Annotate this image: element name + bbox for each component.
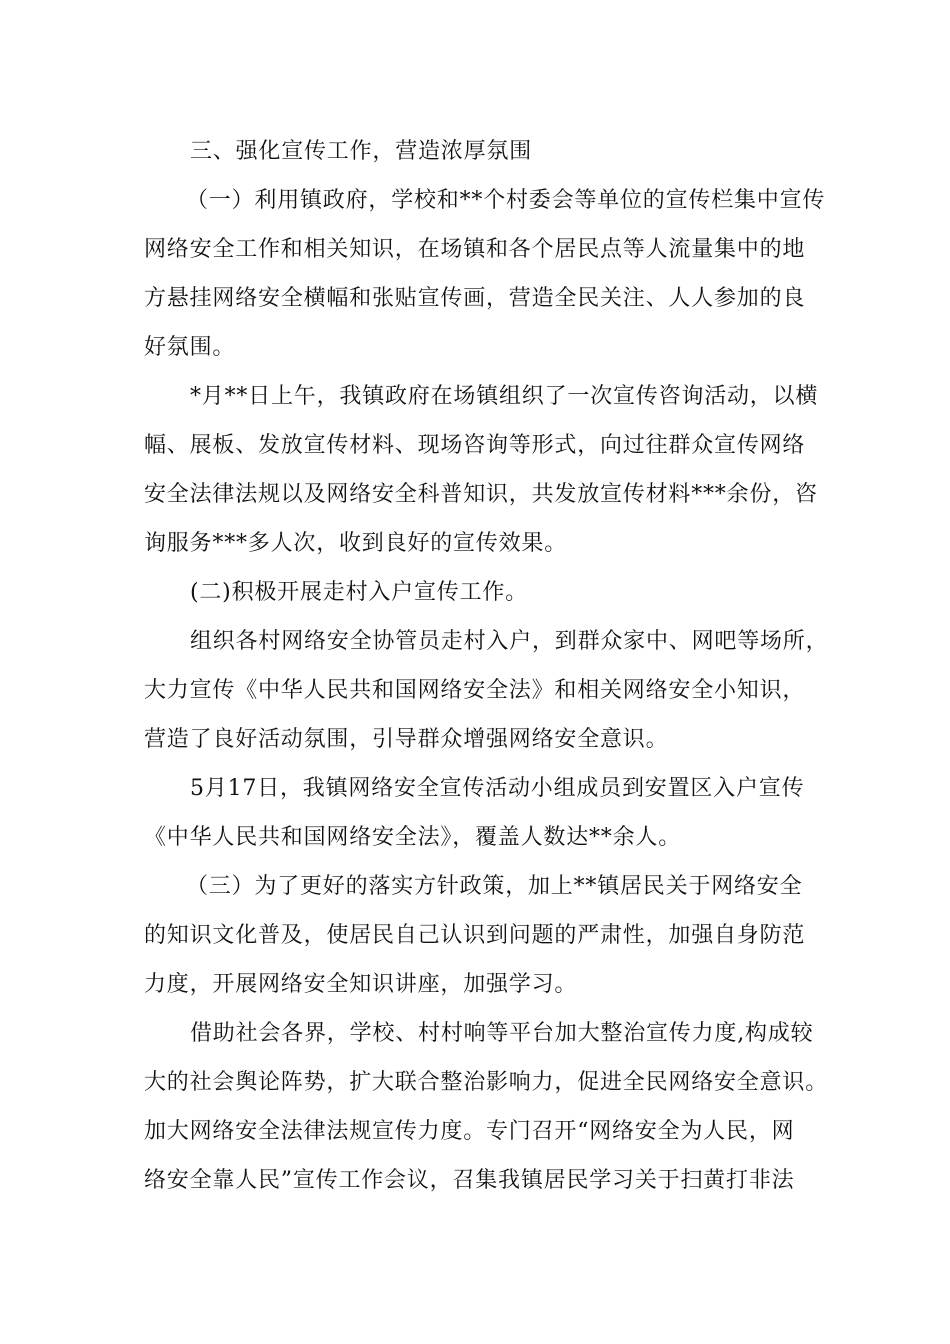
paragraph-line: 安全法律法规以及网络安全科普知识，共发放宣传材料***余份，咨 [144,482,818,507]
section-heading: 三、强化宣传工作，营造浓厚氛围 [190,139,533,164]
subsection-heading: (二)积极开展走村入户宣传工作。 [190,580,528,605]
paragraph-line: 大力宣传《中华人民共和国网络安全法》和相关网络安全小知识， [144,678,806,703]
paragraph-line: 加大网络安全法律法规宣传力度。专门召开“网络安全为人民，网 [144,1119,795,1144]
paragraph-line: 方悬挂网络安全横幅和张贴宣传画，营造全民关注、人人参加的良 [144,286,806,311]
paragraph-line: 的知识文化普及，使居民自己认识到问题的严肃性，加强自身防范 [144,923,806,948]
paragraph-line: 询服务***多人次，收到良好的宣传效果。 [144,531,568,556]
paragraph-line: 组织各村网络安全协管员走村入户，到群众家中、网吧等场所， [190,629,829,654]
paragraph-line: （三）为了更好的落实方针政策，加上**镇居民关于网络安全 [186,874,803,899]
paragraph-line: 好氛围。 [144,335,236,360]
paragraph-line: 营造了良好活动氛围，引导群众增强网络安全意识。 [144,727,669,752]
paragraph-line: （一）利用镇政府，学校和**个村委会等单位的宣传栏集中宣传 [186,188,826,213]
paragraph-line: 力度，开展网络安全知识讲座，加强学习。 [144,972,578,997]
paragraph-line: 网络安全工作和相关知识，在场镇和各个居民点等人流量集中的地 [144,237,806,262]
paragraph-line: 幅、展板、发放宣传材料、现场咨询等形式，向过往群众宣传网络 [144,433,806,458]
paragraph-line: 大的社会舆论阵势，扩大联合整治影响力，促进全民网络安全意识。 [144,1070,829,1095]
paragraph-line: 借助社会各界，学校、村村响等平台加大整治宣传力度,构成较 [190,1021,814,1046]
paragraph-line: 络安全靠人民”宣传工作会议，召集我镇居民学习关于扫黄打非法 [144,1168,795,1193]
paragraph-line: 5月17日，我镇网络安全宣传活动小组成员到安置区入户宣传 [190,776,805,801]
paragraph-line: 《中华人民共和国网络安全法》，覆盖人数达**余人。 [144,825,682,850]
paragraph-line: *月**日上午，我镇政府在场镇组织了一次宣传咨询活动，以横 [190,384,819,409]
